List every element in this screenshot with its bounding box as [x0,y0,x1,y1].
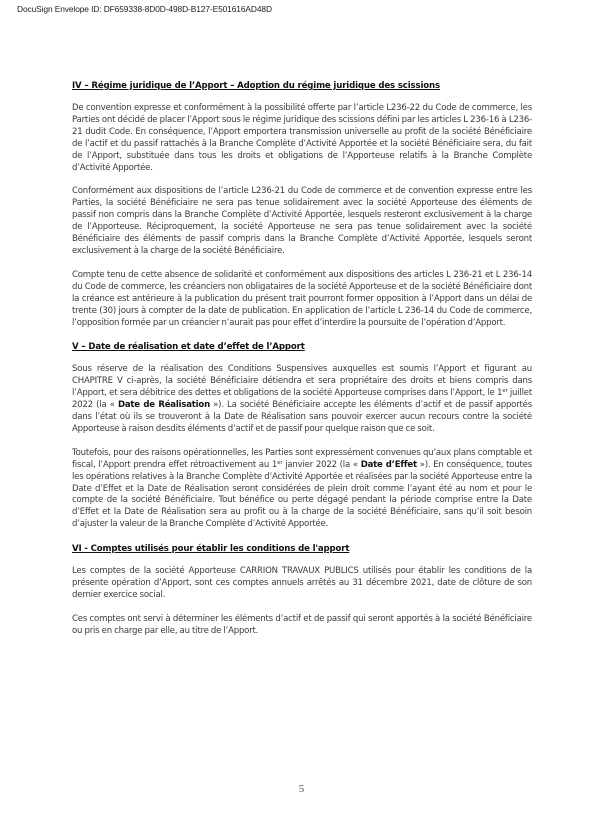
paragraph: Les comptes de la société Apporteuse CARRION TRAVAUX PUBLICS utilisés pour établir les conditions de la présente opération d’Apport, sont ces comptes annuels arrêtés au 31 décembre 2021, date de clôture de son dernier exercice social. [72,566,532,600]
section-vi [72,543,532,638]
defined-term: Date de Réalisation [117,400,210,411]
section-heading: V – Date de réalisation et date d’effet de l’Apport [72,342,305,353]
paragraph: De convention expresse et conformément à la possibilité offerte par l’article L236-22 du Code de commerce, les Parties ont décidé de placer l’Apport sous le régime juridique des scissions défini par les articles L 236-16 à L236-21 dudit Code. En conséquence, l’Apport emportera transmission universelle au profit de la société Bénéficiaire de l’actif et du passif rattachés à la Branche Complète d’Activité Apportée et la société Bénéficiaire sera, du fait de l’Apport, substituée dans tous les droits et obligations de l’Apporteuse relatifs à la Branche Complète d’Activité Apportée. [72,103,532,173]
text: juillet 2022 (la « [72,388,532,411]
text: »). En conséquence, toutes les opérations relatives à la Branche Complète d’Activité Apportée et réalisées par la société Apporteuse entre la Date d’Effet et la Date de Réalisation seront considérées de plein droit comme l’ayant été au nom et pour le compte de la société Bénéficiaire. Tout bénéfice ou perte dégagé pendant la période comprise entre la Date d’Effet et la Date de Réalisation sera au profit ou à la charge de la société Bénéficiaire, sans qu’il soit besoin d’ajuster la valeur de la Branche Complète d’Activité Apportée. [72,459,532,530]
paragraph: Ces comptes ont servi à déterminer les éléments d’actif et de passif qui seront apportés à la société Bénéficiaire ou pris en charge par elle, au titre de l’Apport. [72,613,532,636]
section-iv [72,80,532,329]
section-heading: IV – Régime juridique de l’Apport – Adoption du régime juridique des scissions [72,81,440,91]
paragraph-date-realisation [72,364,532,435]
paragraph-date-effet [72,448,532,531]
text: Sous réserve de la réalisation des Conditions Suspensives auxquelles est soumis l’Apport et figurant au CHAPITRE V ci-après, la société Bénéficiaire détiendra et sera propriétaire des droits et biens compris dans l’Apport, et sera débitrice des dettes et obligations de la société Apporteuse comprises dans l’Apport, le 1 [72,364,532,399]
text: Toutefois, pour des raisons opérationnelles, les Parties sont expressément convenues qu’aux plans comptable et fiscal, l’Apport prendra effet rétroactivement au 1 [72,447,532,470]
section-v [72,341,532,531]
paragraph: Conformément aux dispositions de l’article L236-21 du Code de commerce et de convention expresse entre les Parties, la société Bénéficiaire ne sera pas tenue solidairement avec la société Apporteuse des éléments de passif non compris dans la Branche Complète d’Activité Apportée, lesquels resteront exclusivement à la charge de l’Apporteuse. Réciproquement, la société Apporteuse ne sera pas tenue solidairement avec la société Bénéficiaire des éléments de passif compris dans la Branche Complète d’Activité Apportée, lesquels seront exclusivement à la charge de la société Bénéficiaire. [72,186,532,256]
page-number: 5 [298,783,305,795]
paragraph: Compte tenu de cette absence de solidarité et conformément aux dispositions des articles L 236-21 et L 236-14 du Code de commerce, les créanciers non obligataires de la société Apporteuse et de la société Bénéficiaire dont la créance est antérieure à la publication du présent trait pourront former opposition à l’Apport dans un délai de trente (30) jours à compter de la date de publication. En application de l’article L 236-14 du Code de commerce, l’opposition formée par un créancier n’aurait pas pour effet d’interdire la poursuite de l’opération d’Apport. [72,269,532,328]
docusign-envelope-id: DocuSign Envelope ID: DF659338-8D0D-498D-B127-E501616AD48D [17,4,272,14]
section-heading: VI - Comptes utilisés pour établir les conditions de l'apport [72,544,350,555]
ordinal-suffix: er [277,459,283,466]
document-body [72,80,532,650]
text: janvier 2022 (la « [282,459,361,470]
text: »). La société Bénéficiaire accepte les éléments d’actif et de passif apportés dans l’état où ils se trouveront à la Date de Réalisation sans pouvoir exercer aucun recours contre la société Apporteuse à raison desdits éléments d’actif et de passif pour quelque raison que ce soit. [72,400,532,434]
defined-term: Date d’Effet [360,459,417,470]
ordinal-suffix: er [502,388,508,395]
